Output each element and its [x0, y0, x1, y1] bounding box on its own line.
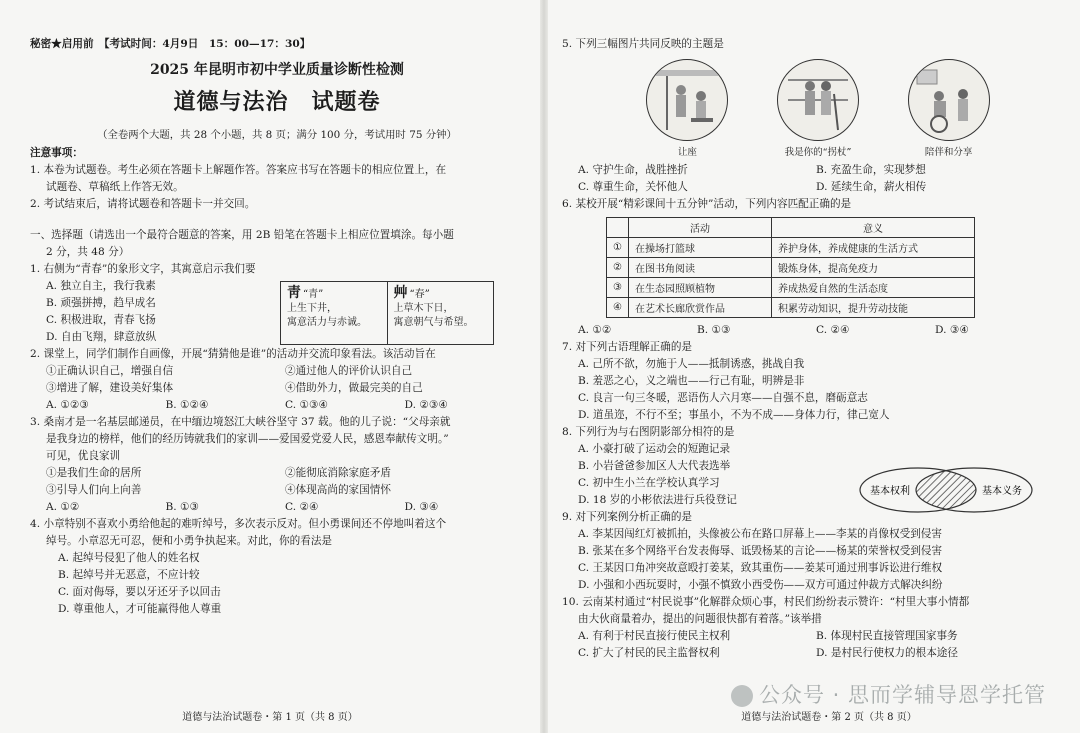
question-3	[30, 414, 524, 516]
q4-option-a: A. 起绰号侵犯了他人的姓名权	[58, 552, 200, 564]
q8-option-b: B. 小岩爸爸参加区人大代表选举	[578, 460, 731, 472]
caption-crutch: 我是你的“拐杖”	[784, 147, 852, 158]
q1-option-d: D. 自由飞翔，肆意放纵	[46, 331, 157, 343]
q7-option-b: B. 羞恶之心，义之端也——行己有耻，明辨是非	[578, 375, 805, 387]
q3-options: A. ①② B. ①③ C. ②④ D. ③④	[46, 501, 439, 513]
exam-note: （全卷两个大题，共 28 个小题，共 8 页；满分 100 分，考试用时 75 分钟）	[97, 129, 457, 141]
pictograph-box	[280, 281, 494, 345]
page-fold	[540, 0, 548, 733]
question-7	[562, 339, 1054, 424]
companion-illustration-icon	[908, 59, 990, 141]
q10-stem-2: 由大伙商量着办，提出的问题很快都有着落。”该举措	[578, 613, 822, 625]
q7-option-d: D. 道虽迩，不行不至；事虽小，不为不成——身体力行，律己宽人	[578, 409, 890, 421]
q9-option-c: C. 王某因口角冲突故意殴打姜某，致其重伤——姜某可通过刑事诉讼进行维权	[578, 562, 943, 574]
exam-title: 2025 年昆明市初中学业质量诊断性检测	[150, 62, 404, 78]
q8-option-c: C. 初中生小兰在学校认真学习	[578, 477, 720, 489]
watermark: 公众号 · 思而学辅导恩学托管	[731, 679, 1046, 709]
qing-pictograph-icon: ⾭	[287, 285, 301, 301]
q9-option-d: D. 小强和小西玩耍时，小强不慎致小西受伤——双方可通过仲裁方式解决纠纷	[578, 579, 943, 591]
col-meaning: 意义	[771, 218, 974, 238]
venn-left-label: 基本权利	[870, 486, 910, 497]
table-row: ① 在操场打篮球 养护身体，养成健康的生活方式	[607, 238, 975, 258]
q9-stem: 9. 对下列案例分析正确的是	[562, 511, 693, 523]
q10-options: A. 有利于村民直接行使民主权利 B. 体现村民直接管理国家事务 C. 扩大了村民的民主监督权利 D. 是村民行使权力的根本途径	[578, 630, 958, 659]
note-1-cont: 试题卷、草稿纸上作答无效。	[46, 181, 184, 193]
question-9	[562, 509, 1054, 594]
notes-heading: 注意事项：	[30, 147, 83, 159]
q5-stem: 5. 下列三幅图片共同反映的主题是	[562, 38, 724, 50]
venn-right-label: 基本义务	[982, 486, 1022, 497]
q4-option-d: D. 尊重他人，才可能赢得他人尊重	[58, 603, 222, 615]
q3-stem-1: 3. 桑南才是一名基层邮递员，在中缅边境怒江大峡谷坚守 37 载。他的儿子说：“父母亲就	[30, 416, 451, 428]
table-row: ③ 在生态园照顾植物 养成热爱自然的生活态度	[607, 278, 975, 298]
q5-pictures	[562, 59, 1054, 158]
q9-option-a: A. 李某因闯红灯被抓拍，头像被公布在路口屏幕上——李某的肖像权受到侵害	[578, 528, 942, 540]
question-2	[30, 346, 524, 414]
q3-stem-3: 可见，优良家训	[46, 450, 121, 462]
q5-options: A. 守护生命，战胜挫折 B. 充盈生命，实现梦想 C. 尊重生命，关怀他人 D. 延续生命，薪火相传	[578, 164, 927, 193]
q1-option-a: A. 独立自主，我行我素	[46, 280, 156, 292]
q8-option-a: A. 小豪打破了运动会的短跑记录	[578, 443, 731, 455]
q3-items: ①是我们生命的居所 ②能彻底消除家庭矛盾 ③引导人们向上向善 ④体现高尚的家国情怀	[46, 467, 391, 496]
caption-give-seat: 让座	[677, 147, 697, 158]
q6-options: A. ①② B. ①③ C. ②④ D. ③④	[578, 324, 969, 336]
q7-option-a: A. 己所不欲，勿施于人——抵制诱惑，挑战自我	[578, 358, 805, 370]
chun-pictograph-icon: ⾋	[393, 285, 408, 301]
q7-stem: 7. 对下列古语理解正确的是	[562, 341, 693, 353]
venn-diagram	[856, 460, 1036, 520]
subject-title: 道德与法治 试题卷	[173, 89, 381, 115]
picture-give-seat	[632, 59, 742, 158]
confidential-header: 秘密★启用前 【考试时间：4月9日 15：00—17：30】	[30, 38, 311, 50]
q2-items: ①正确认识自己，增强自信 ②通过他人的评价认识自己 ③增进了解，建设美好集体 ④借助外力，做最完美的自己	[46, 365, 423, 394]
question-5	[562, 36, 1054, 196]
q6-table	[606, 217, 975, 318]
note-2: 2. 考试结束后，请将试题卷和答题卡一并交回。	[30, 198, 256, 210]
page-2	[548, 0, 1080, 733]
page-2-footer: 道德与法治试题卷・第 2 页（共 8 页）	[741, 712, 917, 723]
question-1	[30, 261, 524, 346]
crutch-illustration-icon	[777, 59, 859, 141]
chun-cell: ⾋ “春” 上草木下日， 寓意朝气与希望。	[387, 282, 494, 344]
q10-stem-1: 10. 云南某村通过“村民说事”化解群众烦心事，村民们纷纷表示赞许：“村里大事小情都	[562, 596, 970, 608]
caption-companion: 陪伴和分享	[924, 147, 973, 158]
q9-option-b: B. 张某在多个网络平台发表侮辱、诋毁杨某的言论——杨某的荣誉权受到侵害	[578, 545, 943, 557]
q4-stem-2: 绰号。小章忍无可忍，便和小勇争执起来。对此，你的看法是	[46, 535, 333, 547]
wechat-icon	[731, 685, 753, 707]
q4-stem-1: 4. 小章特别不喜欢小勇给他起的难听绰号，多次表示反对。但小勇课间还不停地叫着这个	[30, 518, 447, 530]
q1-stem: 1. 右侧为“青春”的象形文字，其寓意启示我们要	[30, 263, 256, 275]
q8-stem: 8. 下列行为与右图阴影部分相符的是	[562, 426, 735, 438]
q3-stem-2: 是我身边的榜样，他们的经历铸就我们的家训——爱国爱党爱人民，感恩奉献传文明。”	[46, 433, 449, 445]
question-6	[562, 196, 1054, 339]
qing-cell: ⾭ “青” 上生下井， 寓意活力与赤诚。	[287, 285, 367, 328]
q7-option-c: C. 良言一句三冬暖，恶语伤人六月寒——自强不息，磨砺意志	[578, 392, 868, 404]
table-row: ② 在图书角阅读 锻炼身体，提高免疫力	[607, 258, 975, 278]
q8-option-d: D. 18 岁的小彬依法进行兵役登记	[578, 494, 737, 506]
give-seat-illustration-icon	[646, 59, 728, 141]
picture-crutch	[763, 59, 873, 158]
q1-option-c: C. 积极进取，青春飞扬	[46, 314, 156, 326]
section1-heading: 一、选择题（请选出一个最符合题意的答案，用 2B 铅笔在答题卡上相应位置填涂。每小题	[30, 229, 454, 241]
question-10	[562, 594, 1054, 662]
q2-options: A. ①②③ B. ①②④ C. ①③④ D. ②③④	[46, 399, 448, 411]
question-4	[30, 516, 524, 618]
q2-stem: 2. 课堂上，同学们制作自画像，开展“猜猜他是谁”的活动并交流印象看法。该活动旨在	[30, 348, 436, 360]
note-1: 1. 本卷为试题卷。考生必须在答题卡上解题作答。答案应书写在答题卡的相应位置上，在	[30, 164, 447, 176]
q4-option-c: C. 面对侮辱，要以牙还牙予以回击	[58, 586, 221, 598]
q4-option-b: B. 起绰号并无恶意，不应计较	[58, 569, 200, 581]
q6-stem: 6. 某校开展“精彩课间十五分钟”活动，下列内容匹配正确的是	[562, 198, 852, 210]
page-1-footer: 道德与法治试题卷・第 1 页（共 8 页）	[182, 712, 358, 723]
col-activity: 活动	[628, 218, 771, 238]
section1-heading-cont: 2 分，共 48 分）	[46, 246, 130, 258]
table-row: ④ 在艺术长廊欣赏作品 积累劳动知识，提升劳动技能	[607, 298, 975, 318]
q1-option-b: B. 顽强拼搏，趋早成名	[46, 297, 156, 309]
picture-companion	[894, 59, 1004, 158]
